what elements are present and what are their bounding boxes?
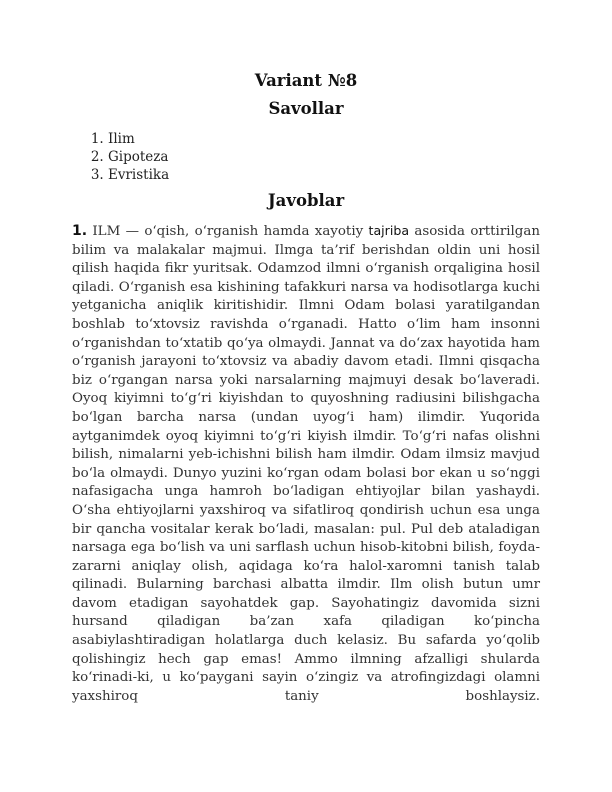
questions-heading: Savollar [268, 99, 344, 118]
answer-paragraph [72, 222, 540, 706]
document-page [72, 70, 540, 706]
question-item: 3. Evristika [108, 166, 540, 184]
answer-text-rest: asosida orttirilgan bilim va malakalar majmui. Ilmga ta’rif berishdan oldin uni hosil qilish haqida fikr yuritsak. Odamzod ilmni o‘rganish orqaligina hosil qiladi. O‘rganish esa kishining tafakkuri narsa va hodisotlarga kuchi yetganicha aniqlik kiritishidir. Ilmni Odam bolasi yaratilgandan boshlab to‘xtovsiz ravishda o‘rganadi. Hatto o‘lim ham insonni o‘rganishdan to‘xtatib qo‘ya olmaydi. Jannat va do‘zax hayotida ham o‘rganish jarayoni to‘xtovsiz va abadiy davom etadi. Ilmni qisqacha biz o‘rgangan narsa yoki narsalarning majmuyi desak bo‘laveradi. Oyoq kiyimni to‘g‘ri kiyishdan to quyoshning radiusini bilishgacha bo‘lgan barcha narsa (undan uyog‘i ham) ilimdir. Yuqorida aytganimdek oyoq kiyimni to‘g‘ri kiyish ilmdir. To‘g‘ri nafas olishni bilish, nimalarni yeb-ichishni bilish ham ilmdir. Odam ilmsiz mavjud bo‘la olmaydi. Dunyo yuzini ko‘rgan odam bolasi bor ekan u so‘nggi nafasigacha unga hamroh bo‘ladigan ehtiyojlar bilan yashaydi. O‘sha ehtiyojlarni yaxshiroq va sifatliroq qondirish uchun esa unga bir qancha vositalar kerak bo‘ladi, masalan: pul. Pul deb ataladigan narsaga ega bo‘lish va uni sarflash uchun hisob-kitobni bilish, foyda-zararni aniqlay olish, aqidaga ko‘ra halol-xaromni tanish talab qilinadi. Bularning barchasi albatta ilmdir. Ilm olish butun umr davom etadigan sayohatdek gap. Sayohatingiz davomida sizni hursand qiladigan ba’zan xafa qiladigan ko‘pincha asabiylashtiradigan holatlarga duch kelasiz. Bu safarda yo‘qolib qolishingiz hech gap emas! Ammo ilmning afzalligi shularda ko‘rinadi-ki, u ko‘paygani sayin o‘zingiz va atrofingizdagi olamni yaxshiroq taniy boshlaysiz. [72, 224, 540, 704]
variant-title: Variant №8 [254, 71, 358, 90]
answer-text-start: ILM — o‘qish, o‘rganish hamda xayotiy [92, 224, 369, 239]
answer-number: 1. [72, 223, 88, 239]
answers-heading: Javoblar [267, 191, 345, 210]
question-item: 1. Ilim [108, 130, 540, 148]
question-item: 2. Gipoteza [108, 148, 540, 166]
answer-term-link[interactable]: tajriba [368, 223, 410, 238]
questions-list [72, 130, 540, 184]
